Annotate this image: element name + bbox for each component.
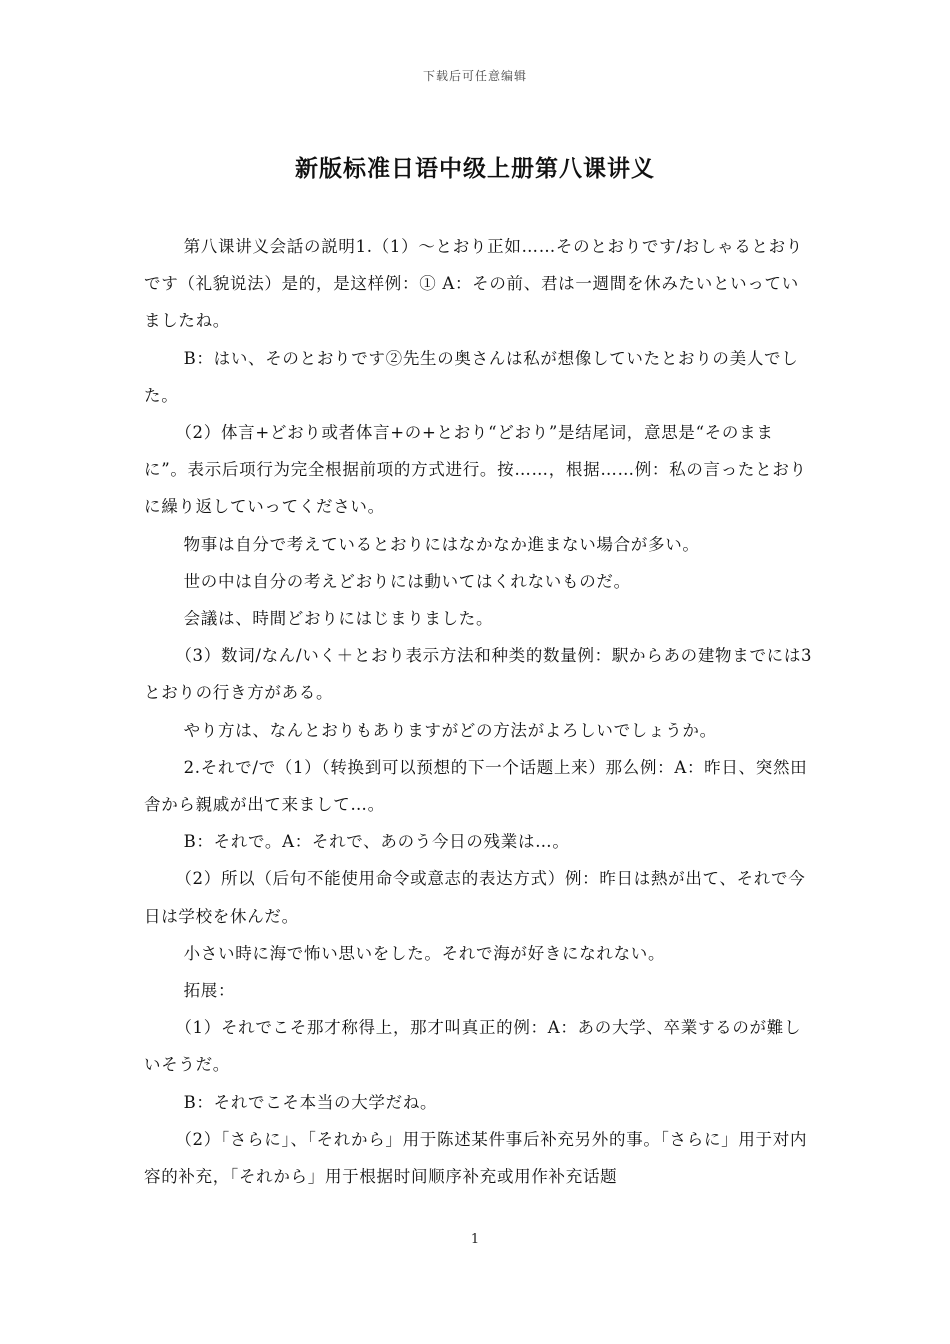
paragraph: 世の中は自分の考えどおりには動いてはくれないものだ。 xyxy=(183,571,631,591)
paragraph: 小さい時に海で怖い思いをした。それで海が好きになれない。 xyxy=(183,943,666,963)
paragraph: B：はい、そのとおりです②先生の奥さんは私が想像していたとおりの美人でした。 xyxy=(144,348,799,405)
paragraph: （2）体言+どおり或者体言+の+とおり“どおり”是结尾词，意思是“そのままに”。表示后项行为完全根据前项的方式进行。按……，根据……例：私の言ったとおりに繰り返していってください。 xyxy=(144,423,807,517)
document-title: 新版标准日语中级上册第八课讲义 xyxy=(295,156,655,182)
paragraph: （2）「さらに」、「それから」用于陈述某件事后补充另外的事。「さらに」用于对内容的补充，「それから」用于根据时间顺序补充或用作补充话题 xyxy=(144,1129,808,1187)
paragraph: B：それでこそ本当の大学だね。 xyxy=(183,1092,438,1112)
page-header: 下载后可任意编辑 xyxy=(422,69,527,83)
paragraph: 物事は自分で考えているとおりにはなかなか進まない場合が多い。 xyxy=(183,534,700,554)
paragraph: 第八课讲义会話の説明1.（1）～とおり正如……そのとおりです/おしゃるとおりです（礼貌说法）是的，是这样例：① A：その前、君は一週間を休みたいといっていましたね。 xyxy=(144,237,803,331)
document-body xyxy=(144,228,814,1195)
paragraph: 拓展： xyxy=(183,981,236,1001)
paragraph: 会議は、時間どおりにはじまりました。 xyxy=(183,609,494,629)
paragraph: B：それで。A：それで、あのう今日の残業は…。 xyxy=(183,832,570,852)
page-number: 1 xyxy=(470,1232,480,1247)
paragraph: （1）それでこそ那才称得上，那才叫真正的例：A：あの大学、卒業するのが難しいそうだ。 xyxy=(144,1018,802,1075)
paragraph: （2）所以（后句不能使用命令或意志的表达方式）例：昨日は熱が出て、それで今日は学校を休んだ。 xyxy=(144,869,806,926)
paragraph: （3）数词/なん/いく＋とおり表示方法和种类的数量例：駅からあの建物までには3とおりの行き方がある。 xyxy=(144,646,813,703)
paragraph: 2.それで/で（1）（转换到可以预想的下一个话题上来）那么例：A：昨日、突然田舎から親戚が出て来まして…。 xyxy=(144,757,808,815)
paragraph: やり方は、なんとおりもありますがどの方法がよろしいでしょうか。 xyxy=(183,720,717,740)
